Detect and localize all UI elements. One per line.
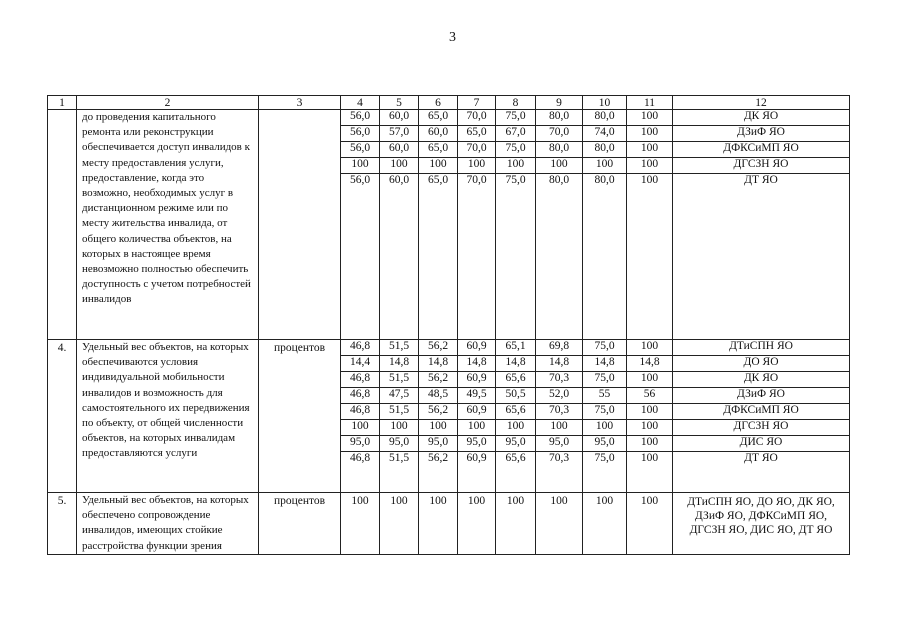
value-cell: 65,6: [496, 404, 536, 420]
value-cell: 75,0: [583, 372, 627, 388]
indicators-table: [47, 95, 850, 555]
value-cell: 65,6: [496, 452, 536, 493]
value-cell: 100: [627, 372, 673, 388]
value-cell: 100: [583, 420, 627, 436]
value-cell: 100: [341, 493, 380, 555]
value-cell: 48,5: [419, 388, 458, 404]
column-header: 4: [341, 96, 380, 110]
value-cell: 70,0: [458, 110, 496, 126]
table-row: [48, 340, 850, 356]
indicator-description: Удельный вес объектов, на которых обеспечиваются условия индивидуальной мобильности инвалидов и возможность для самостоятельного их передвижения по объекту, от общей численности объектов, на которых инвалидам предоставляются услуги: [77, 340, 259, 493]
value-cell: 67,0: [496, 126, 536, 142]
value-cell: 100: [496, 420, 536, 436]
value-cell: 14,8: [458, 356, 496, 372]
value-cell: 95,0: [458, 436, 496, 452]
value-cell: 65,6: [496, 372, 536, 388]
column-header: 3: [259, 96, 341, 110]
value-cell: 100: [627, 493, 673, 555]
unit-cell: [259, 110, 341, 340]
value-cell: 100: [583, 158, 627, 174]
value-cell: 100: [496, 493, 536, 555]
value-cell: 80,0: [536, 174, 583, 340]
organization-cell: ДТ ЯО: [673, 174, 850, 340]
value-cell: 60,9: [458, 452, 496, 493]
value-cell: 80,0: [536, 110, 583, 126]
organization-cell: ДО ЯО: [673, 356, 850, 372]
value-cell: 100: [627, 436, 673, 452]
value-cell: 69,8: [536, 340, 583, 356]
value-cell: 56: [627, 388, 673, 404]
value-cell: 56,2: [419, 372, 458, 388]
value-cell: 14,8: [536, 356, 583, 372]
value-cell: 100: [380, 158, 419, 174]
value-cell: 14,8: [380, 356, 419, 372]
organization-cell: ДФКСиМП ЯО: [673, 404, 850, 420]
indicator-description: до проведения капитального ремонта или реконструкции обеспечивается доступ инвалидов к месту предоставления услуги, предоставление, когда это возможно, необходимых услуг в дистанционном режиме или по месту жительства инвалида, от общего количества объектов, на которых в настоящее время невозможно полностью обеспечить доступность с учетом потребностей инвалидов: [77, 110, 259, 340]
value-cell: 100: [583, 493, 627, 555]
organization-cell: ДГСЗН ЯО: [673, 420, 850, 436]
value-cell: 60,0: [419, 126, 458, 142]
organization-cell: ДЗиФ ЯО: [673, 126, 850, 142]
value-cell: 100: [380, 420, 419, 436]
value-cell: 46,8: [341, 340, 380, 356]
value-cell: 60,9: [458, 372, 496, 388]
value-cell: 100: [627, 340, 673, 356]
value-cell: 56,2: [419, 452, 458, 493]
organization-cell: ДТиСПН ЯО, ДО ЯО, ДК ЯО, ДЗиФ ЯО, ДФКСиМП ЯО, ДГСЗН ЯО, ДИС ЯО, ДТ ЯО: [673, 493, 850, 555]
value-cell: 95,0: [341, 436, 380, 452]
value-cell: 100: [458, 493, 496, 555]
value-cell: 100: [627, 174, 673, 340]
value-cell: 51,5: [380, 452, 419, 493]
value-cell: 100: [341, 420, 380, 436]
value-cell: 14,8: [419, 356, 458, 372]
organization-cell: ДЗиФ ЯО: [673, 388, 850, 404]
value-cell: 75,0: [496, 110, 536, 126]
value-cell: 100: [496, 158, 536, 174]
value-cell: 52,0: [536, 388, 583, 404]
column-header: 12: [673, 96, 850, 110]
unit-cell: процентов: [259, 340, 341, 493]
value-cell: 46,8: [341, 372, 380, 388]
organization-cell: ДТ ЯО: [673, 452, 850, 493]
value-cell: 95,0: [583, 436, 627, 452]
value-cell: 100: [627, 126, 673, 142]
column-header: 2: [77, 96, 259, 110]
value-cell: 56,0: [341, 110, 380, 126]
value-cell: 65,1: [496, 340, 536, 356]
unit-cell: процентов: [259, 493, 341, 555]
column-header: 9: [536, 96, 583, 110]
column-header: 11: [627, 96, 673, 110]
value-cell: 70,0: [536, 126, 583, 142]
value-cell: 100: [341, 158, 380, 174]
table-row: [48, 493, 850, 555]
value-cell: 75,0: [583, 452, 627, 493]
column-header: 8: [496, 96, 536, 110]
value-cell: 100: [380, 493, 419, 555]
page-number: 3: [449, 30, 456, 45]
organization-cell: ДК ЯО: [673, 110, 850, 126]
organization-cell: ДИС ЯО: [673, 436, 850, 452]
value-cell: 47,5: [380, 388, 419, 404]
value-cell: 100: [627, 420, 673, 436]
value-cell: 65,0: [458, 126, 496, 142]
value-cell: 14,4: [341, 356, 380, 372]
value-cell: 100: [627, 158, 673, 174]
value-cell: 75,0: [496, 174, 536, 340]
value-cell: 60,0: [380, 142, 419, 158]
value-cell: 100: [419, 158, 458, 174]
value-cell: 100: [458, 420, 496, 436]
value-cell: 75,0: [583, 404, 627, 420]
indicator-description: Удельный вес объектов, на которых обеспечено сопровождение инвалидов, имеющих стойкие расстройства функции зрения: [77, 493, 259, 555]
row-index: 5.: [48, 493, 77, 555]
value-cell: 60,0: [380, 174, 419, 340]
value-cell: 100: [536, 493, 583, 555]
value-cell: 56,2: [419, 340, 458, 356]
value-cell: 60,9: [458, 404, 496, 420]
value-cell: 100: [419, 420, 458, 436]
value-cell: 14,8: [583, 356, 627, 372]
value-cell: 51,5: [380, 372, 419, 388]
value-cell: 95,0: [380, 436, 419, 452]
column-header: 7: [458, 96, 496, 110]
value-cell: 95,0: [419, 436, 458, 452]
value-cell: 60,0: [380, 110, 419, 126]
value-cell: 95,0: [536, 436, 583, 452]
value-cell: 55: [583, 388, 627, 404]
value-cell: 70,3: [536, 404, 583, 420]
value-cell: 100: [536, 420, 583, 436]
value-cell: 56,0: [341, 126, 380, 142]
value-cell: 74,0: [583, 126, 627, 142]
column-header: 6: [419, 96, 458, 110]
value-cell: 14,8: [627, 356, 673, 372]
column-header: 5: [380, 96, 419, 110]
value-cell: 60,9: [458, 340, 496, 356]
value-cell: 57,0: [380, 126, 419, 142]
organization-cell: ДГСЗН ЯО: [673, 158, 850, 174]
value-cell: 49,5: [458, 388, 496, 404]
value-cell: 100: [627, 110, 673, 126]
column-header: 10: [583, 96, 627, 110]
value-cell: 75,0: [583, 340, 627, 356]
value-cell: 56,0: [341, 142, 380, 158]
value-cell: 95,0: [496, 436, 536, 452]
value-cell: 46,8: [341, 452, 380, 493]
value-cell: 51,5: [380, 340, 419, 356]
column-header: 1: [48, 96, 77, 110]
value-cell: 65,0: [419, 174, 458, 340]
value-cell: 65,0: [419, 142, 458, 158]
value-cell: 80,0: [536, 142, 583, 158]
value-cell: 46,8: [341, 388, 380, 404]
value-cell: 100: [627, 404, 673, 420]
value-cell: 14,8: [496, 356, 536, 372]
value-cell: 80,0: [583, 174, 627, 340]
value-cell: 51,5: [380, 404, 419, 420]
table-row: [48, 110, 850, 126]
value-cell: 100: [458, 158, 496, 174]
value-cell: 70,3: [536, 452, 583, 493]
value-cell: 100: [419, 493, 458, 555]
value-cell: 80,0: [583, 142, 627, 158]
value-cell: 70,3: [536, 372, 583, 388]
row-index: 4.: [48, 340, 77, 493]
value-cell: 50,5: [496, 388, 536, 404]
value-cell: 75,0: [496, 142, 536, 158]
header-row: [48, 96, 850, 110]
value-cell: 46,8: [341, 404, 380, 420]
value-cell: 70,0: [458, 142, 496, 158]
value-cell: 56,2: [419, 404, 458, 420]
value-cell: 100: [627, 452, 673, 493]
value-cell: 56,0: [341, 174, 380, 340]
value-cell: 70,0: [458, 174, 496, 340]
value-cell: 100: [536, 158, 583, 174]
organization-cell: ДК ЯО: [673, 372, 850, 388]
value-cell: 80,0: [583, 110, 627, 126]
value-cell: 65,0: [419, 110, 458, 126]
value-cell: 100: [627, 142, 673, 158]
organization-cell: ДТиСПН ЯО: [673, 340, 850, 356]
organization-cell: ДФКСиМП ЯО: [673, 142, 850, 158]
row-index: [48, 110, 77, 340]
